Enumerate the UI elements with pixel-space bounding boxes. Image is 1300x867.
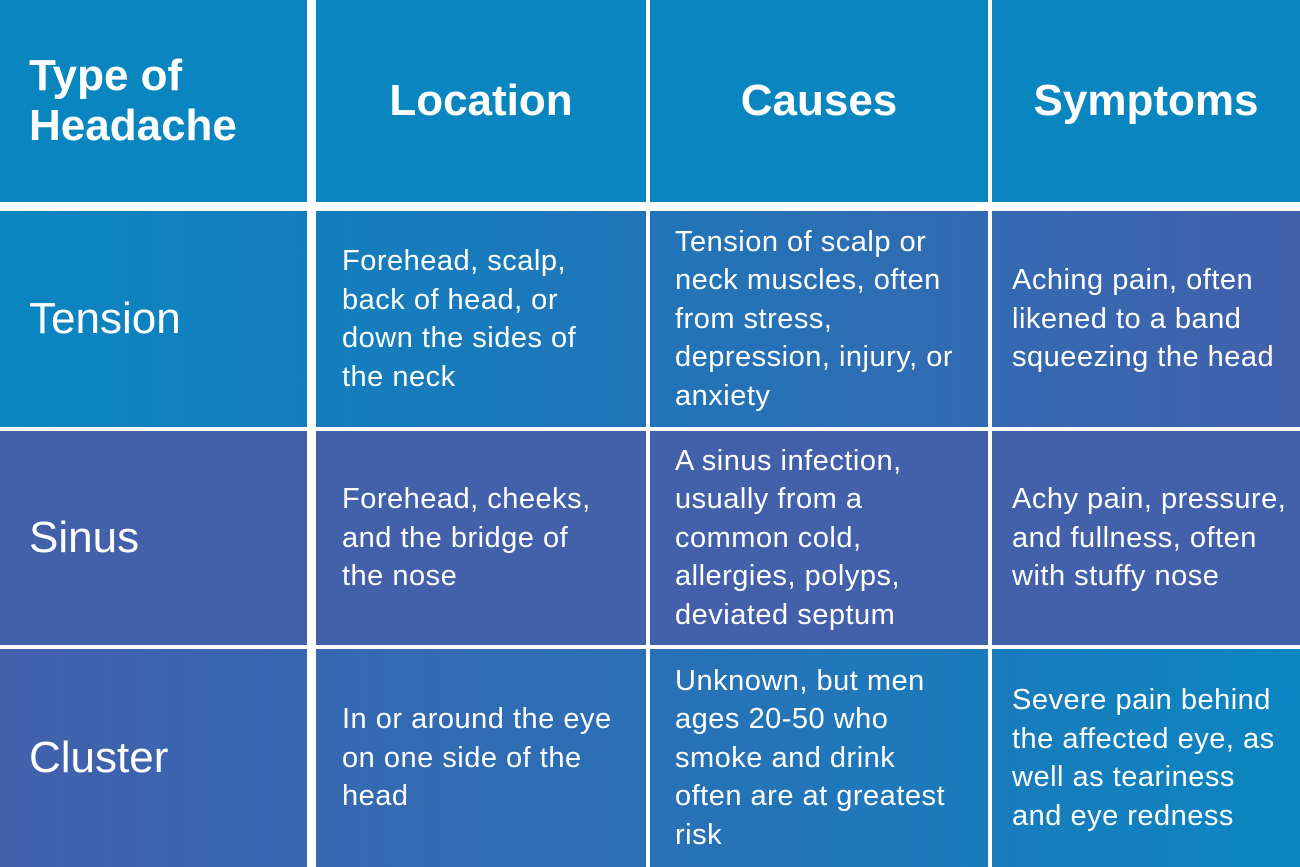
header-causes-label: Causes bbox=[740, 76, 898, 125]
symptoms-cell bbox=[992, 431, 1300, 645]
symptoms-cell bbox=[992, 211, 1300, 427]
location-text: Forehead, cheeks, and the bridge of the nose bbox=[342, 483, 591, 593]
column-divider bbox=[646, 0, 650, 867]
causes-cell bbox=[650, 649, 988, 867]
header-location-label: Location bbox=[389, 76, 573, 125]
location-cell bbox=[316, 431, 646, 645]
header-location bbox=[316, 0, 646, 202]
causes-text: Unknown, but men ages 20-50 who smoke and drink often are at greatest risk bbox=[675, 664, 946, 851]
header-symptoms bbox=[992, 0, 1300, 202]
header-symptoms-label: Symptoms bbox=[1033, 76, 1259, 125]
table-row bbox=[0, 649, 1300, 867]
location-text: Forehead, scalp, back of head, or down the sides of the neck bbox=[342, 245, 577, 393]
causes-text: Tension of scalp or neck muscles, often from stress, depression, injury, or anxiety bbox=[675, 225, 954, 412]
header-type bbox=[0, 0, 307, 202]
table-row bbox=[0, 431, 1300, 645]
symptoms-text: Severe pain behind the affected eye, as well as teariness and eye redness bbox=[1012, 684, 1275, 832]
causes-cell bbox=[650, 431, 988, 645]
causes-cell bbox=[650, 211, 988, 427]
column-divider bbox=[307, 0, 316, 867]
column-divider bbox=[988, 0, 992, 867]
header-type-label: Type of Headache bbox=[29, 51, 237, 150]
type-cell: Sinus bbox=[29, 513, 140, 562]
location-cell bbox=[316, 649, 646, 867]
header-row bbox=[0, 0, 1300, 202]
table-row bbox=[0, 211, 1300, 427]
location-cell bbox=[316, 211, 646, 427]
causes-text: A sinus infection, usually from a common cold, allergies, polyps, deviated septum bbox=[675, 444, 902, 631]
location-text: In or around the eye on one side of the head bbox=[342, 703, 612, 813]
type-cell: Cluster bbox=[29, 733, 169, 782]
symptoms-cell bbox=[992, 649, 1300, 867]
symptoms-text: Achy pain, pressure, and fullness, often with stuffy nose bbox=[1012, 483, 1287, 593]
type-cell: Tension bbox=[29, 294, 181, 343]
header-causes bbox=[650, 0, 988, 202]
symptoms-text: Aching pain, often likened to a band squeezing the head bbox=[1012, 264, 1275, 374]
